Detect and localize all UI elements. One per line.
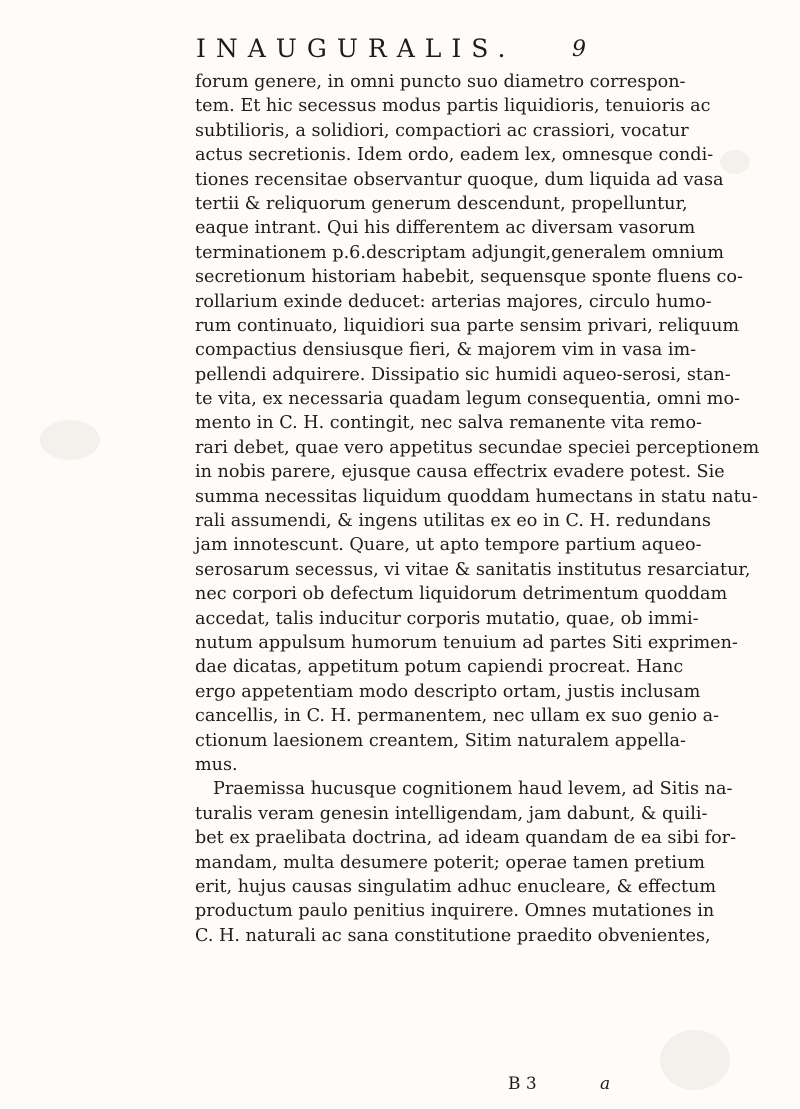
text-line: cancellis, in C. H. permanentem, nec ullam ex suo genio a- (195, 706, 720, 727)
text-line: rari debet, quae vero appetitus secundae speciei perceptionem (195, 437, 760, 458)
paper-stain (40, 420, 100, 460)
text-line: forum genere, in omni puncto suo diametro correspon- (195, 72, 686, 92)
paper-stain (720, 150, 750, 174)
body-text (195, 70, 760, 948)
running-title: INAUGURALIS. (196, 34, 516, 63)
text-line: tem. Et hic secessus modus partis liquidioris, tenuioris ac (195, 96, 711, 117)
catchword: a (600, 1074, 611, 1094)
text-line: jam innotescunt. Quare, ut apto tempore partium aqueo- (195, 535, 702, 556)
text-line: pellendi adquirere. Dissipatio sic humidi aqueo-serosi, stan- (195, 364, 731, 385)
text-line: nutum appulsum humorum tenuium ad partes Siti exprimen- (195, 632, 738, 653)
text-line: mandam, multa desumere poterit; operae tamen pretium (195, 852, 705, 873)
paragraph-start-line: Praemissa hucusque cognitionem haud levem, ad Sitis na- (213, 779, 733, 800)
text-line: in nobis parere, ejusque causa effectrix evadere potest. Sie (195, 462, 725, 483)
page-header (196, 34, 596, 74)
text-line: eaque intrant. Qui his differentem ac diversam vasorum (195, 218, 696, 239)
text-line: secretionum historiam habebit, sequensque sponte fluens co- (195, 267, 743, 288)
paper-stain (660, 1030, 730, 1090)
text-line: rollarium exinde deducet: arterias majores, circulo humo- (195, 291, 712, 312)
text-line: mento in C. H. contingit, nec salva remanente vita remo- (195, 413, 702, 434)
text-line: dae dicatas, appetitum potum capiendi procreat. Hanc (195, 657, 684, 678)
text-line: C. H. naturali ac sana constitutione praedito obvenientes, (195, 925, 711, 946)
text-line: ctionum laesionem creantem, Sitim naturalem appella- (195, 730, 686, 751)
text-line: compactius densiusque fieri, & majorem vim in vasa im- (195, 340, 697, 361)
text-line: summa necessitas liquidum quoddam humectans in statu natu- (195, 486, 758, 507)
text-line: accedat, talis inducitur corporis mutatio, quae, ob immi- (195, 608, 699, 629)
signature-mark (508, 1072, 537, 1096)
text-line: rum continuato, liquidiori sua parte sensim privari, reliquum (195, 315, 740, 336)
text-line: terminationem p.6.descriptam adjungit,generalem omnium (195, 242, 724, 263)
text-line: actus secretionis. Idem ordo, eadem lex, omnesque condi- (195, 145, 714, 166)
text-line: erit, hujus causas singulatim adhuc enucleare, & effectum (195, 876, 717, 897)
text-line: rali assumendi, & ingens utilitas ex eo in C. H. redundans (195, 511, 711, 532)
text-line: subtilioris, a solidiori, compactiori ac crassiori, vocatur (195, 120, 689, 141)
text-line: productum paulo penitius inquirere. Omnes mutationes in (195, 901, 715, 922)
text-line: te vita, ex necessaria quadam legum consequentia, omni mo- (195, 389, 740, 410)
text-line: mus. (195, 754, 238, 775)
text-line: tiones recensitae observantur quoque, dum liquida ad vasa (195, 169, 724, 190)
text-line: bet ex praelibata doctrina, ad ideam quandam de ea sibi for- (195, 828, 737, 849)
text-line: tertii & reliquorum generum descendunt, propelluntur, (195, 193, 688, 214)
page-number: 9 (572, 37, 586, 62)
text-line: nec corpori ob defectum liquidorum detrimentum quoddam (195, 584, 728, 605)
text-line: turalis veram genesin intelligendam, jam dabunt, & quili- (195, 803, 708, 824)
text-line: ergo appetentiam modo descripto ortam, justis inclusam (195, 681, 701, 702)
text-line: serosarum secessus, vi vitae & sanitatis institutus resarciatur, (195, 559, 751, 580)
signature-letters: B 3 (508, 1074, 537, 1094)
